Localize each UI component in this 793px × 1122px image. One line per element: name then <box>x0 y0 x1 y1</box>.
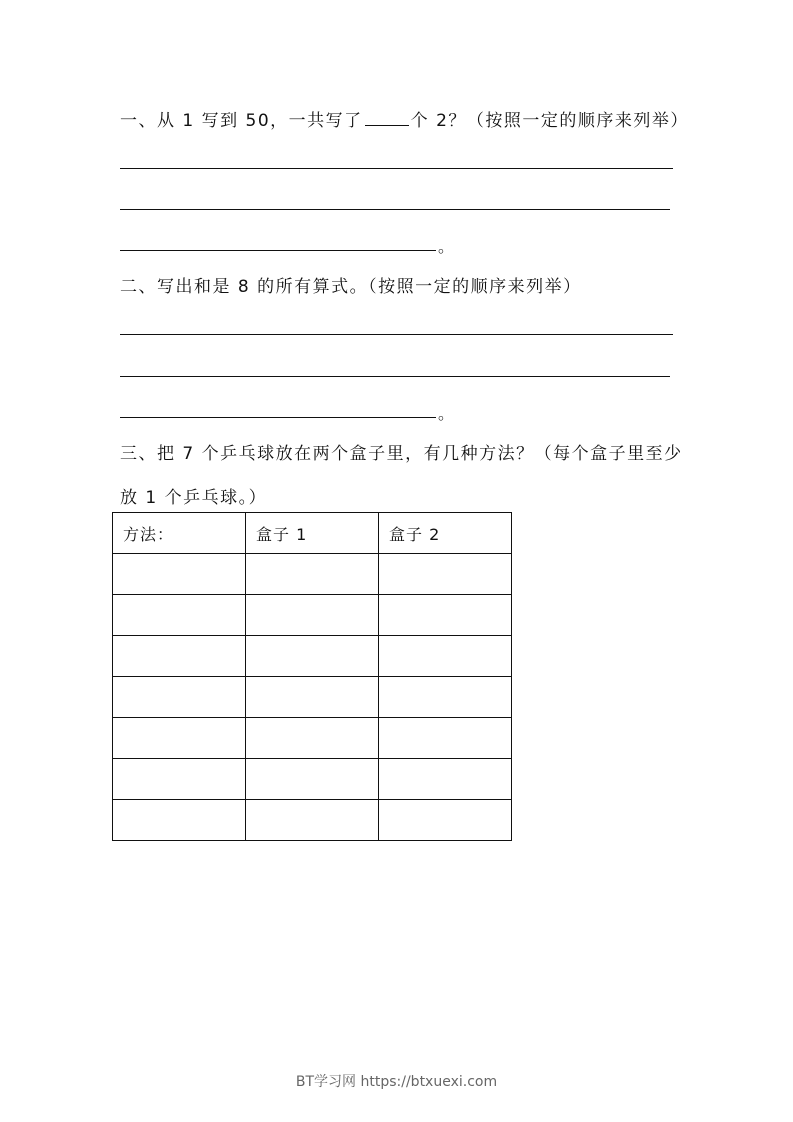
table-cell[interactable] <box>113 636 246 677</box>
table-cell[interactable] <box>379 677 512 718</box>
question-1 <box>120 106 689 131</box>
period-mark: 。 <box>438 237 455 256</box>
answer-table <box>112 512 512 841</box>
table-row <box>113 718 512 759</box>
header-box-2: 盒子 2 <box>379 513 512 554</box>
answer-line-6[interactable] <box>120 417 436 418</box>
question-1-text-after: 个 2？（按照一定的顺序来列举） <box>410 111 689 131</box>
table-row <box>113 595 512 636</box>
header-method: 方法： <box>113 513 246 554</box>
table-cell[interactable] <box>246 554 379 595</box>
question-1-text-before: 一、从 1 写到 50，一共写了 <box>120 111 363 131</box>
table-row <box>113 636 512 677</box>
table-row <box>113 554 512 595</box>
answer-line-1[interactable] <box>120 168 673 169</box>
footer-watermark: BT学习网 https://btxuexi.com <box>295 1074 498 1090</box>
table-cell[interactable] <box>246 636 379 677</box>
table-cell[interactable] <box>113 718 246 759</box>
answer-line-4[interactable] <box>120 334 673 335</box>
table-cell[interactable] <box>113 677 246 718</box>
table-cell[interactable] <box>113 800 246 841</box>
table-cell[interactable] <box>113 554 246 595</box>
table-cell[interactable] <box>379 595 512 636</box>
table-row <box>113 677 512 718</box>
question-2: 二、写出和是 8 的所有算式。（按照一定的顺序来列举） <box>120 277 582 297</box>
table-cell[interactable] <box>113 595 246 636</box>
table-row <box>113 800 512 841</box>
table-cell[interactable] <box>246 718 379 759</box>
table-cell[interactable] <box>246 595 379 636</box>
table-header-row <box>113 513 512 554</box>
table-cell[interactable] <box>246 677 379 718</box>
table-cell[interactable] <box>379 759 512 800</box>
table-cell[interactable] <box>246 759 379 800</box>
question-3-line-1: 三、把 7 个乒乓球放在两个盒子里，有几种方法？（每个盒子里至少 <box>120 444 683 464</box>
header-box-1: 盒子 1 <box>246 513 379 554</box>
question-3-line-2: 放 1 个乒乓球。） <box>120 488 268 508</box>
table-cell[interactable] <box>379 636 512 677</box>
answer-line-5[interactable] <box>120 376 670 377</box>
table-cell[interactable] <box>379 718 512 759</box>
period-mark: 。 <box>438 404 455 423</box>
answer-line-3[interactable] <box>120 250 436 251</box>
answer-line-2[interactable] <box>120 209 670 210</box>
answer-blank[interactable] <box>365 111 409 126</box>
table-cell[interactable] <box>379 554 512 595</box>
table-row <box>113 759 512 800</box>
table-cell[interactable] <box>246 800 379 841</box>
table-cell[interactable] <box>113 759 246 800</box>
table-cell[interactable] <box>379 800 512 841</box>
